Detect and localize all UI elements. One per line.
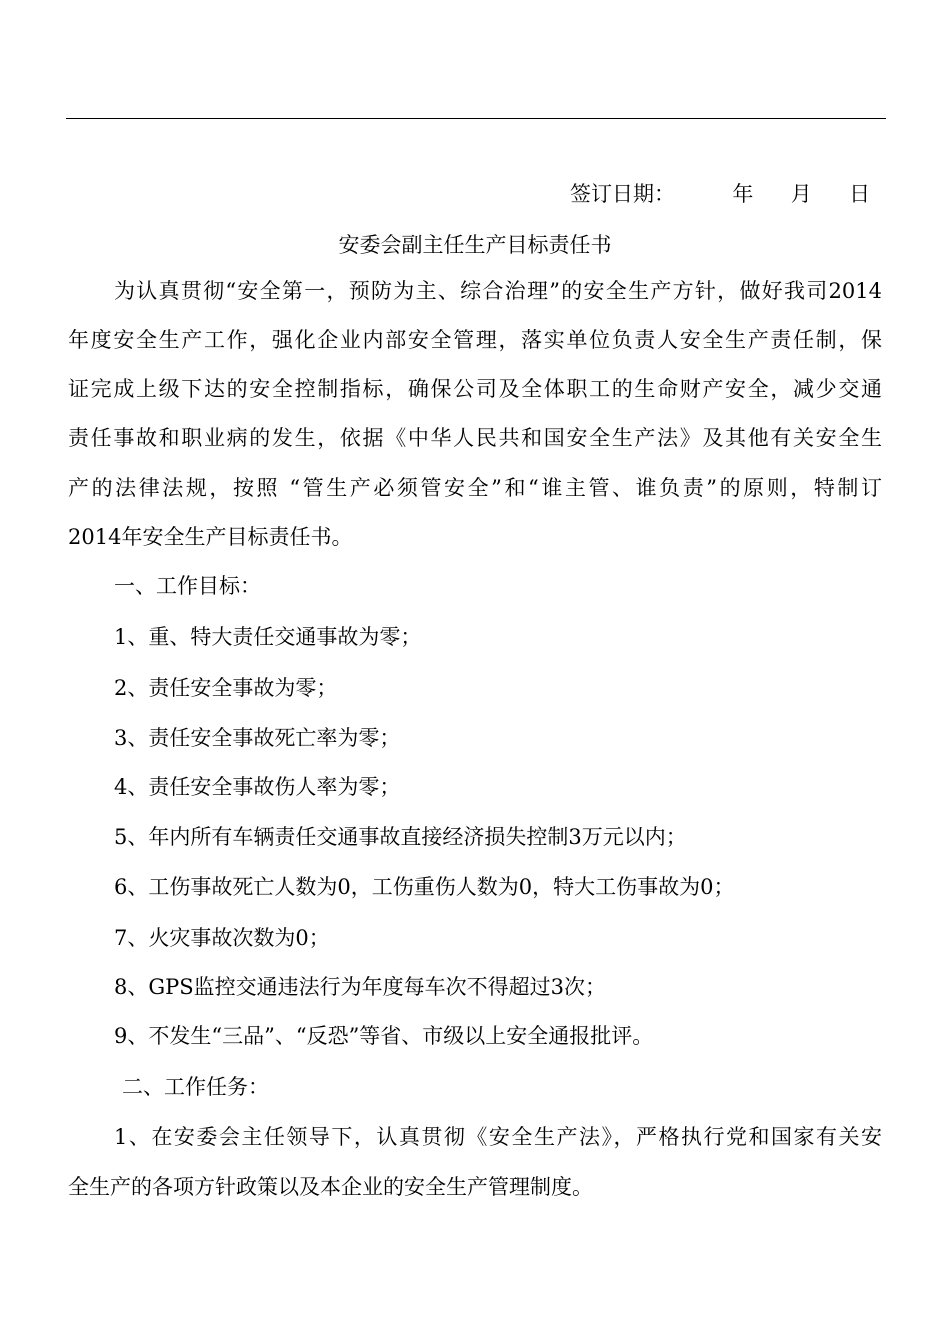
day-label: 日 [849,182,871,206]
goal-item: 5、年内所有车辆责任交通事故直接经济损失控制3万元以内； [114,825,687,849]
signing-date [570,178,870,208]
goal-item: 9、不发生“三品”、“反恐”等省、市级以上安全通报批评。 [114,1024,654,1048]
task-line: 全生产的各项方针政策以及本企业的安全生产管理制度。 [68,1175,593,1199]
goal-item: 4、责任安全事故伤人率为零； [114,775,401,799]
goal-item: 6、工伤事故死亡人数为0，工伤重伤人数为0，特大工伤事故为0； [114,875,735,899]
month-label: 月 [790,182,812,206]
intro-line: 年度安全生产工作，强化企业内部安全管理，落实单位负责人安全生产责任制，保 [68,328,882,352]
goal-item: 7、火灾事故次数为0； [114,926,330,950]
header-rule [66,118,886,119]
section2-heading: 二、工作任务： [122,1075,269,1099]
intro-line: 2014年安全生产目标责任书。 [68,525,353,549]
intro-line: 为认真贯彻“安全第一，预防为主、综合治理”的安全生产方针，做好我司2014 [114,279,882,303]
goal-item: 3、责任安全事故死亡率为零； [114,726,401,750]
intro-line: 证完成上级下达的安全控制指标，确保公司及全体职工的生命财产安全，减少交通 [68,377,882,401]
task-line: 1、在安委会主任领导下，认真贯彻《安全生产法》，严格执行党和国家有关安 [114,1125,882,1149]
document-title: 安委会副主任生产目标责任书 [338,233,612,257]
goal-item: 1、重、特大责任交通事故为零； [114,625,422,649]
signing-date-label: 签订日期： [570,182,675,206]
goal-item: 8、GPS监控交通违法行为年度每车次不得超过3次； [114,975,607,999]
year-label: 年 [732,182,754,206]
intro-line: 责任事故和职业病的发生，依据《中华人民共和国安全生产法》及其他有关安全生 [68,426,882,450]
intro-line: 产的法律法规，按照 “管生产必须管安全”和“谁主管、谁负责”的原则，特制订 [68,476,882,500]
goal-item: 2、责任安全事故为零； [114,676,338,700]
section1-heading: 一、工作目标： [114,574,261,598]
